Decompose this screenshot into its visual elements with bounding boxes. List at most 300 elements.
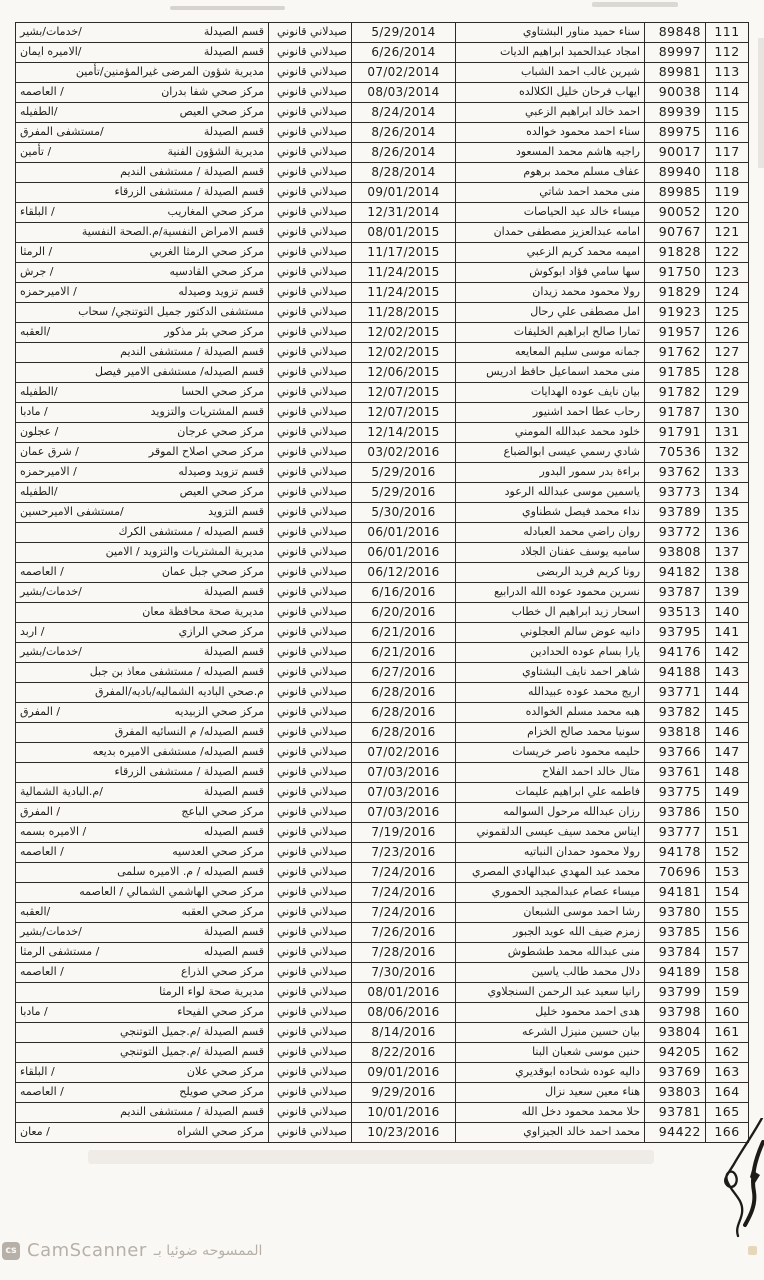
registration-number-cell: 91762 [645, 343, 706, 363]
serial-number-cell: 144 [706, 683, 749, 703]
date-cell: 6/27/2016 [352, 663, 456, 683]
date-cell: 07/03/2016 [352, 763, 456, 783]
workplace-wrap [20, 606, 264, 619]
job-title-cell: صيدلاني قانوني [269, 43, 352, 63]
date-cell: 12/07/2015 [352, 403, 456, 423]
job-title-cell: صيدلاني قانوني [269, 463, 352, 483]
serial-number-cell: 134 [706, 483, 749, 503]
table-row [16, 163, 749, 183]
serial-number-cell: 154 [706, 883, 749, 903]
registration-number-cell: 94182 [645, 563, 706, 583]
department-text: مركز صحي الهاشمي الشمالي / العاصمه [79, 885, 264, 899]
job-title-cell: صيدلاني قانوني [269, 83, 352, 103]
location-text: / العاصمه [20, 845, 64, 859]
department-text: قسم الصيدله / مستشفى معاذ بن جبل [89, 665, 264, 679]
department-text: مركز صحي الشراه [177, 1125, 264, 1139]
location-text: / مادبا [20, 1005, 48, 1019]
workplace-cell [16, 1103, 269, 1123]
department-text: قسم الصيدلة / مستشفى النديم [120, 1105, 264, 1119]
job-title-cell: صيدلاني قانوني [269, 883, 352, 903]
name-cell: شاهر احمد نايف البشتاوي [456, 663, 645, 683]
workplace-wrap [20, 326, 264, 339]
location-text: / الاميره بسمه [20, 825, 87, 839]
location-text: / مستشفى الرمثا [20, 945, 100, 959]
workplace-cell [16, 263, 269, 283]
workplace-wrap [20, 1126, 264, 1139]
name-cell: فاطمه علي ابراهيم عليمات [456, 783, 645, 803]
table-row [16, 303, 749, 323]
workplace-cell [16, 903, 269, 923]
workplace-wrap [20, 966, 264, 979]
name-cell: بيان حسين منيزل الشرعه [456, 1023, 645, 1043]
department-text: قسم الصيدله/ م النسائيه المفرق [114, 725, 264, 739]
table-row [16, 43, 749, 63]
department-text: مركز صحي الحسا [181, 385, 264, 399]
scan-dot-artifact [748, 1246, 757, 1255]
serial-number-cell: 135 [706, 503, 749, 523]
workplace-cell [16, 863, 269, 883]
date-cell: 5/29/2016 [352, 463, 456, 483]
location-text: / البلقاء [20, 1065, 55, 1079]
table-row [16, 563, 749, 583]
date-cell: 09/01/2014 [352, 183, 456, 203]
location-text: / المفرق [20, 805, 61, 819]
camscanner-arabic-caption: الممسوحه ضوئيا بـ [153, 1242, 263, 1259]
name-cell: سناء احمد محمود خوالده [456, 123, 645, 143]
name-cell: رولا محمود حمدان النباتيه [456, 843, 645, 863]
workplace-cell [16, 303, 269, 323]
workplace-wrap [20, 46, 264, 59]
department-text: مديرية شؤون المرضى غيرالمؤمنين/تأمين [75, 65, 264, 79]
registration-number-cell: 94205 [645, 1043, 706, 1063]
serial-number-cell: 114 [706, 83, 749, 103]
serial-number-cell: 139 [706, 583, 749, 603]
job-title-cell: صيدلاني قانوني [269, 643, 352, 663]
date-cell: 7/30/2016 [352, 963, 456, 983]
workplace-wrap [20, 986, 264, 999]
serial-number-cell: 156 [706, 923, 749, 943]
job-title-cell: صيدلاني قانوني [269, 203, 352, 223]
table-row [16, 843, 749, 863]
location-text: /خدمات/بشير [20, 925, 82, 939]
job-title-cell: صيدلاني قانوني [269, 763, 352, 783]
name-cell: دلال محمد طالب ياسين [456, 963, 645, 983]
job-title-cell: صيدلاني قانوني [269, 103, 352, 123]
table-row [16, 723, 749, 743]
department-text: مركز صحي الفيحاء [177, 1005, 264, 1019]
table-row [16, 663, 749, 683]
serial-number-cell: 126 [706, 323, 749, 343]
workplace-cell [16, 403, 269, 423]
workplace-wrap [20, 266, 264, 279]
workplace-wrap [20, 546, 264, 559]
registration-number-cell: 93798 [645, 1003, 706, 1023]
registration-number-cell: 94422 [645, 1123, 706, 1143]
registration-number-cell: 93799 [645, 983, 706, 1003]
workplace-wrap [20, 1086, 264, 1099]
job-title-cell: صيدلاني قانوني [269, 403, 352, 423]
table-row [16, 383, 749, 403]
department-text: مركز صحي العقبه [181, 905, 264, 919]
table-row [16, 923, 749, 943]
workplace-cell [16, 983, 269, 1003]
workplace-cell [16, 23, 269, 43]
department-text: قسم الصيدله/ مستشفى الامير فيصل [94, 365, 264, 379]
serial-number-cell: 165 [706, 1103, 749, 1123]
workplace-wrap [20, 586, 264, 599]
name-cell: اريج محمد عوده عبيدالله [456, 683, 645, 703]
registration-number-cell: 94181 [645, 883, 706, 903]
serial-number-cell: 163 [706, 1063, 749, 1083]
serial-number-cell: 127 [706, 343, 749, 363]
job-title-cell: صيدلاني قانوني [269, 683, 352, 703]
job-title-cell: صيدلاني قانوني [269, 1023, 352, 1043]
name-cell: راجيه هاشم محمد المسعود [456, 143, 645, 163]
workplace-wrap [20, 466, 264, 479]
workplace-wrap [20, 66, 264, 79]
serial-number-cell: 120 [706, 203, 749, 223]
pen-scribble-mark [718, 1118, 764, 1238]
registration-number-cell: 89985 [645, 183, 706, 203]
workplace-wrap [20, 406, 264, 419]
table-row [16, 103, 749, 123]
name-cell: منى محمد اسماعيل حافظ ادريس [456, 363, 645, 383]
job-title-cell: صيدلاني قانوني [269, 983, 352, 1003]
name-cell: اسحار زيد ابراهيم ال خطاب [456, 603, 645, 623]
table-row [16, 783, 749, 803]
name-cell: روان راضي محمد العبادله [456, 523, 645, 543]
location-text: /الاميره ايمان [20, 45, 82, 59]
name-cell: زمزم ضيف الله عويد الجبور [456, 923, 645, 943]
workplace-wrap [20, 206, 264, 219]
date-cell: 12/07/2015 [352, 383, 456, 403]
workplace-cell [16, 283, 269, 303]
workplace-cell [16, 83, 269, 103]
name-cell: ميساء خالد عيد الحياصات [456, 203, 645, 223]
date-cell: 6/21/2016 [352, 623, 456, 643]
registration-number-cell: 91828 [645, 243, 706, 263]
department-text: قسم التزويد [208, 505, 264, 519]
location-text: / اربد [20, 625, 45, 639]
name-cell: دانيه عوض سالم العجلوني [456, 623, 645, 643]
department-text: مركز صحي الذراع [181, 965, 264, 979]
serial-number-cell: 137 [706, 543, 749, 563]
serial-number-cell: 161 [706, 1023, 749, 1043]
table-row [16, 543, 749, 563]
workplace-cell [16, 363, 269, 383]
name-cell: رانيا سعيد عبد الرحمن السنجلاوي [456, 983, 645, 1003]
department-text: قسم الصيدلة [203, 585, 264, 599]
job-title-cell: صيدلاني قانوني [269, 1083, 352, 1103]
name-cell: منى محمد احمد شاتي [456, 183, 645, 203]
workplace-wrap [20, 1006, 264, 1019]
table-row [16, 423, 749, 443]
table-row [16, 523, 749, 543]
location-text: / تأمين [20, 145, 52, 159]
job-title-cell: صيدلاني قانوني [269, 743, 352, 763]
workplace-cell [16, 503, 269, 523]
registration-number-cell: 91787 [645, 403, 706, 423]
job-title-cell: صيدلاني قانوني [269, 583, 352, 603]
serial-number-cell: 151 [706, 823, 749, 843]
workplace-cell [16, 563, 269, 583]
department-text: مركز صحي الرمثا الغربي [149, 245, 264, 259]
date-cell: 6/21/2016 [352, 643, 456, 663]
table-row [16, 503, 749, 523]
serial-number-cell: 128 [706, 363, 749, 383]
name-cell: سونيا محمد صالح الخزام [456, 723, 645, 743]
date-cell: 06/01/2016 [352, 543, 456, 563]
job-title-cell: صيدلاني قانوني [269, 343, 352, 363]
workplace-cell [16, 883, 269, 903]
workplace-cell [16, 543, 269, 563]
serial-number-cell: 157 [706, 943, 749, 963]
workplace-wrap [20, 946, 264, 959]
name-cell: محمد عبد المهدي عبدالهادي المصري [456, 863, 645, 883]
table-row [16, 83, 749, 103]
camscanner-watermark [2, 1240, 262, 1261]
department-text: مركز صحي العدسيه [172, 845, 264, 859]
registration-number-cell: 93773 [645, 483, 706, 503]
department-text: قسم الصيدلة [203, 25, 264, 39]
workplace-cell [16, 143, 269, 163]
registration-number-cell: 94176 [645, 643, 706, 663]
registration-number-cell: 89981 [645, 63, 706, 83]
date-cell: 07/03/2016 [352, 783, 456, 803]
name-cell: ميساء عصام عبدالمجيد الحموري [456, 883, 645, 903]
location-text: /العقبه [20, 905, 51, 919]
serial-number-cell: 155 [706, 903, 749, 923]
workplace-wrap [20, 146, 264, 159]
workplace-cell [16, 723, 269, 743]
date-cell: 5/30/2016 [352, 503, 456, 523]
department-text: قسم المشتريات والتزويد [150, 405, 264, 419]
workplace-wrap [20, 1066, 264, 1079]
department-text: قسم الصيدله [203, 945, 264, 959]
job-title-cell: صيدلاني قانوني [269, 783, 352, 803]
table-row [16, 683, 749, 703]
location-text: /العقبه [20, 325, 51, 339]
scan-shadow-artifact [88, 1150, 654, 1164]
job-title-cell: صيدلاني قانوني [269, 423, 352, 443]
registration-number-cell: 93772 [645, 523, 706, 543]
serial-number-cell: 159 [706, 983, 749, 1003]
date-cell: 6/20/2016 [352, 603, 456, 623]
name-cell: ساميه يوسف عفنان الجلاد [456, 543, 645, 563]
workplace-cell [16, 1003, 269, 1023]
table-row [16, 1023, 749, 1043]
serial-number-cell: 145 [706, 703, 749, 723]
job-title-cell: صيدلاني قانوني [269, 623, 352, 643]
job-title-cell: صيدلاني قانوني [269, 523, 352, 543]
department-text: مركز صحي الزبيديه [174, 705, 264, 719]
serial-number-cell: 116 [706, 123, 749, 143]
job-title-cell: صيدلاني قانوني [269, 163, 352, 183]
job-title-cell: صيدلاني قانوني [269, 223, 352, 243]
location-text: / العاصمه [20, 565, 64, 579]
serial-number-cell: 142 [706, 643, 749, 663]
scan-edge-artifact [758, 38, 764, 168]
workplace-wrap [20, 86, 264, 99]
registration-number-cell: 93769 [645, 1063, 706, 1083]
pharmacist-registry-table [15, 22, 749, 1143]
workplace-cell [16, 683, 269, 703]
table-row [16, 143, 749, 163]
workplace-cell [16, 343, 269, 363]
date-cell: 10/01/2016 [352, 1103, 456, 1123]
name-cell: رونا كريم فريد الربضى [456, 563, 645, 583]
location-text: / الاميرحمزه [20, 285, 77, 299]
table-row [16, 643, 749, 663]
job-title-cell: صيدلاني قانوني [269, 283, 352, 303]
location-text: /مستشفى الاميرحسين [20, 505, 124, 519]
date-cell: 06/12/2016 [352, 563, 456, 583]
name-cell: منى عبدالله محمد طشطوش [456, 943, 645, 963]
table-row [16, 623, 749, 643]
location-text: /م.البادية الشمالية [20, 785, 103, 799]
date-cell: 7/24/2016 [352, 863, 456, 883]
registration-number-cell: 93803 [645, 1083, 706, 1103]
job-title-cell: صيدلاني قانوني [269, 243, 352, 263]
camscanner-brand-text: CamScanner [27, 1240, 147, 1261]
workplace-wrap [20, 106, 264, 119]
registration-number-cell: 91829 [645, 283, 706, 303]
date-cell: 06/01/2016 [352, 523, 456, 543]
workplace-wrap [20, 866, 264, 879]
workplace-wrap [20, 126, 264, 139]
name-cell: سها سامي فؤاد ابوكوش [456, 263, 645, 283]
workplace-wrap [20, 26, 264, 39]
job-title-cell: صيدلاني قانوني [269, 483, 352, 503]
registration-number-cell: 91957 [645, 323, 706, 343]
department-text: قسم تزويد وصيدله [178, 465, 264, 479]
date-cell: 09/01/2016 [352, 1063, 456, 1083]
workplace-wrap [20, 886, 264, 899]
registration-number-cell: 93762 [645, 463, 706, 483]
workplace-wrap [20, 486, 264, 499]
date-cell: 5/29/2016 [352, 483, 456, 503]
serial-number-cell: 152 [706, 843, 749, 863]
job-title-cell: صيدلاني قانوني [269, 663, 352, 683]
workplace-wrap [20, 926, 264, 939]
serial-number-cell: 150 [706, 803, 749, 823]
location-text: / المفرق [20, 705, 61, 719]
date-cell: 11/28/2015 [352, 303, 456, 323]
registration-number-cell: 94178 [645, 843, 706, 863]
location-text: /خدمات/بشير [20, 585, 82, 599]
date-cell: 07/03/2016 [352, 803, 456, 823]
department-text: مركز صحي عرجان [177, 425, 264, 439]
location-text: / الرمثا [20, 245, 53, 259]
workplace-cell [16, 843, 269, 863]
workplace-cell [16, 783, 269, 803]
workplace-cell [16, 643, 269, 663]
name-cell: اميمه محمد كريم الزعبي [456, 243, 645, 263]
registration-number-cell: 93789 [645, 503, 706, 523]
workplace-cell [16, 1123, 269, 1143]
department-text: قسم الصيدله / م. الاميره سلمى [117, 865, 264, 879]
department-text: قسم الصيدلة [203, 125, 264, 139]
name-cell: ايناس محمد سيف عيسى الدلقموني [456, 823, 645, 843]
name-cell: رشا احمد موسى الشبعان [456, 903, 645, 923]
table-row [16, 283, 749, 303]
name-cell: جمانه موسى سليم المعايعه [456, 343, 645, 363]
job-title-cell: صيدلاني قانوني [269, 823, 352, 843]
scan-fold-artifact [592, 2, 678, 7]
workplace-cell [16, 523, 269, 543]
table-row [16, 343, 749, 363]
serial-number-cell: 138 [706, 563, 749, 583]
name-cell: تمارا صالح ابراهيم الخليفات [456, 323, 645, 343]
workplace-cell [16, 223, 269, 243]
workplace-wrap [20, 386, 264, 399]
job-title-cell: صيدلاني قانوني [269, 803, 352, 823]
registration-number-cell: 93513 [645, 603, 706, 623]
name-cell: ايهاب فرحان خليل الكلالده [456, 83, 645, 103]
workplace-wrap [20, 826, 264, 839]
workplace-wrap [20, 246, 264, 259]
workplace-cell [16, 1043, 269, 1063]
date-cell: 9/29/2016 [352, 1083, 456, 1103]
workplace-wrap [20, 306, 264, 319]
serial-number-cell: 143 [706, 663, 749, 683]
table-row [16, 183, 749, 203]
job-title-cell: صيدلاني قانوني [269, 943, 352, 963]
job-title-cell: صيدلاني قانوني [269, 1103, 352, 1123]
location-text: / العاصمه [20, 85, 64, 99]
name-cell: احمد خالد ابراهيم الزعبي [456, 103, 645, 123]
serial-number-cell: 112 [706, 43, 749, 63]
workplace-cell [16, 823, 269, 843]
registration-number-cell: 93786 [645, 803, 706, 823]
name-cell: بيان نايف عوده الهدايات [456, 383, 645, 403]
serial-number-cell: 136 [706, 523, 749, 543]
workplace-cell [16, 963, 269, 983]
registration-number-cell: 93782 [645, 703, 706, 723]
name-cell: خلود محمد عبدالله المومني [456, 423, 645, 443]
department-text: مركز صحي القادسيه [169, 265, 264, 279]
registration-number-cell: 70696 [645, 863, 706, 883]
table-row [16, 1063, 749, 1083]
name-cell: براءة بدر سمور البدور [456, 463, 645, 483]
location-text: /الطفيله [20, 385, 58, 399]
department-text: قسم الصيدلة / مستشفى الزرقاء [114, 765, 264, 779]
date-cell: 12/02/2015 [352, 343, 456, 363]
date-cell: 8/26/2014 [352, 143, 456, 163]
registration-number-cell: 93780 [645, 903, 706, 923]
date-cell: 7/28/2016 [352, 943, 456, 963]
registration-number-cell: 93781 [645, 1103, 706, 1123]
workplace-wrap [20, 766, 264, 779]
date-cell: 8/24/2014 [352, 103, 456, 123]
table-row [16, 763, 749, 783]
department-text: قسم الصيدلة [203, 645, 264, 659]
workplace-cell [16, 763, 269, 783]
date-cell: 6/16/2016 [352, 583, 456, 603]
serial-number-cell: 158 [706, 963, 749, 983]
location-text: / شرق عمان [20, 445, 79, 459]
serial-number-cell: 164 [706, 1083, 749, 1103]
serial-number-cell: 147 [706, 743, 749, 763]
job-title-cell: صيدلاني قانوني [269, 63, 352, 83]
workplace-wrap [20, 506, 264, 519]
workplace-wrap [20, 1026, 264, 1039]
job-title-cell: صيدلاني قانوني [269, 923, 352, 943]
workplace-cell [16, 803, 269, 823]
serial-number-cell: 153 [706, 863, 749, 883]
serial-number-cell: 149 [706, 783, 749, 803]
workplace-wrap [20, 286, 264, 299]
